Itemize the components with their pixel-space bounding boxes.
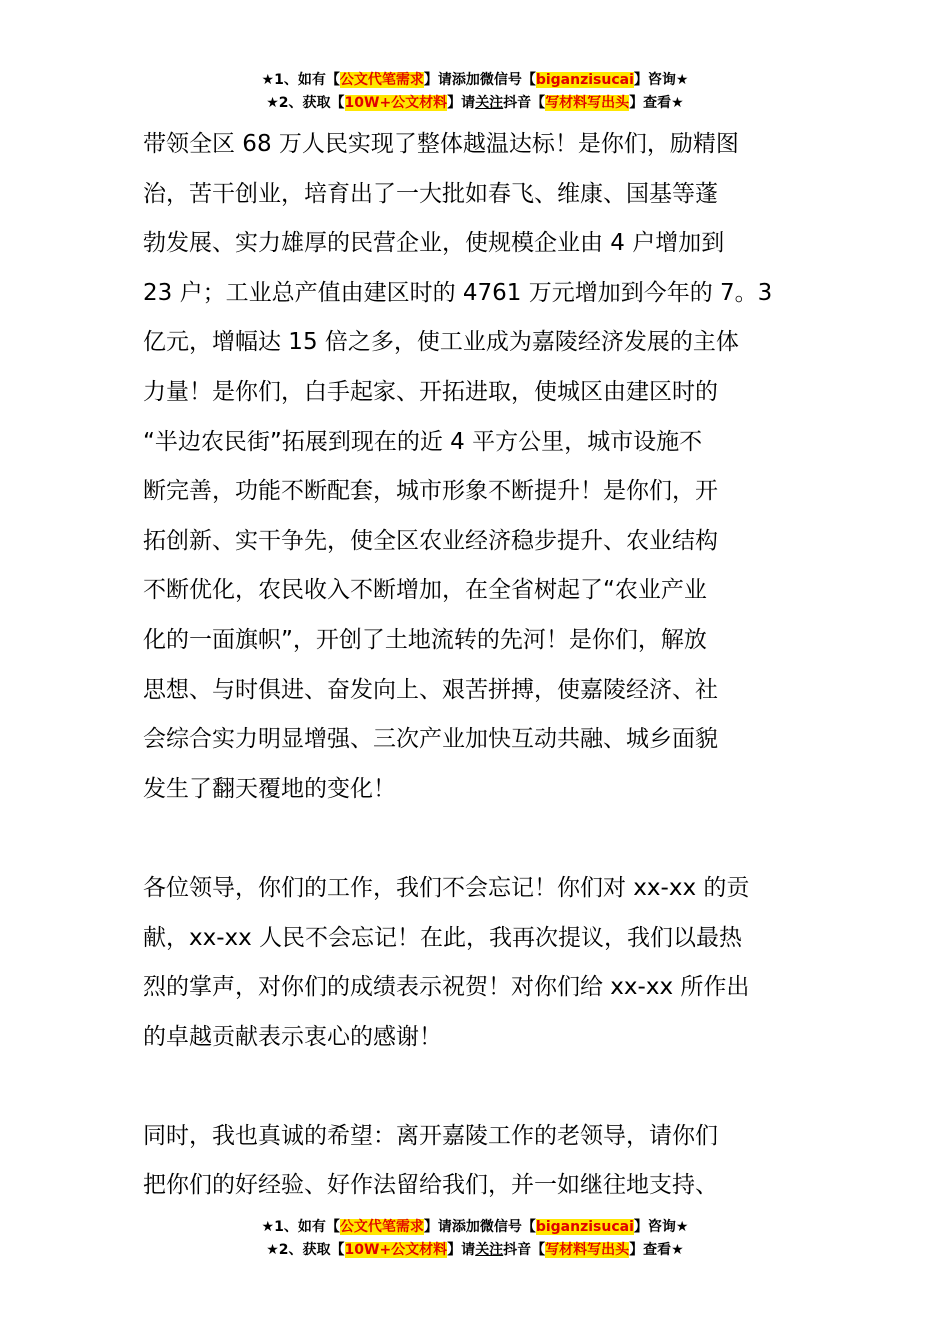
- text-line: 发生了翻天覆地的变化！: [143, 775, 396, 802]
- banner-text: ★1、如有【: [261, 72, 340, 88]
- banner-text: 】查看★: [629, 1242, 684, 1258]
- paragraph-1: [143, 120, 813, 814]
- text-line: 烈的掌声，对你们的成绩表示祝贺！对你们给 xx-xx 所作出: [143, 974, 750, 1001]
- banner-underline: 关注: [475, 95, 504, 111]
- banner-highlight-wechat-id: biganzisucai: [535, 1219, 634, 1235]
- banner-text: 抖音【: [503, 95, 546, 111]
- text-line: 化的一面旗帜”，开创了土地流转的先河！是你们，解放: [143, 626, 707, 653]
- paragraph-2: [143, 864, 813, 1062]
- banner-text: 】请添加微信号【: [423, 72, 536, 88]
- text-line: 各位领导，你们的工作，我们不会忘记！你们对 xx-xx 的贡: [143, 874, 750, 901]
- text-line: 不断优化，农民收入不断增加，在全省树起了“农业产业: [143, 577, 707, 604]
- banner-highlight-douyin: 写材料写出头: [545, 1242, 630, 1258]
- banner-text: ★1、如有【: [261, 1219, 340, 1235]
- text-line: 的卓越贡献表示衷心的感谢！: [143, 1023, 442, 1050]
- banner-highlight: 10W+公文材料: [344, 95, 448, 111]
- text-line: 治，苦干创业，培育出了一大批如春飞、维康、国基等蓬: [143, 180, 718, 207]
- paragraph-gap: [143, 814, 813, 864]
- banner-text: 】请: [447, 95, 476, 111]
- text-line: 思想、与时俱进、奋发向上、艰苦拼搏，使嘉陵经济、社: [143, 676, 718, 703]
- banner-text: 抖音【: [503, 1242, 546, 1258]
- text-line: 23 户；工业总产值由建区时的 4761 万元增加到今年的 7。3: [143, 279, 773, 306]
- banner-highlight: 公文代笔需求: [339, 1219, 424, 1235]
- banner-text: ★2、获取【: [266, 95, 345, 111]
- banner-line-2: [0, 92, 950, 115]
- text-line: 会综合实力明显增强、三次产业加快互动共融、城乡面貌: [143, 726, 718, 753]
- header-banner: [0, 69, 950, 115]
- banner-line-2: [0, 1239, 950, 1262]
- text-line: 带领全区 68 万人民实现了整体越温达标！是你们，励精图: [143, 131, 739, 157]
- banner-underline: 关注: [475, 1242, 504, 1258]
- text-line: 断完善，功能不断配套，城市形象不断提升！是你们，开: [143, 478, 718, 505]
- paragraph-gap: [143, 1062, 813, 1112]
- banner-line-1: [0, 69, 950, 92]
- banner-highlight: 公文代笔需求: [339, 72, 424, 88]
- text-line: 献，xx-xx 人民不会忘记！在此，我再次提议，我们以最热: [143, 924, 743, 951]
- text-line: 勃发展、实力雄厚的民营企业，使规模企业由 4 户增加到: [143, 230, 725, 257]
- banner-text: 】咨询★: [633, 1219, 689, 1235]
- banner-line-1: [0, 1216, 950, 1239]
- footer-banner: [0, 1216, 950, 1262]
- banner-highlight-wechat-id: biganzisucai: [535, 72, 634, 88]
- document-body: [143, 120, 813, 1211]
- text-line: 同时，我也真诚的希望：离开嘉陵工作的老领导，请你们: [143, 1122, 718, 1149]
- banner-highlight: 10W+公文材料: [344, 1242, 448, 1258]
- banner-text: 】请添加微信号【: [423, 1219, 536, 1235]
- text-line: 亿元，增幅达 15 倍之多，使工业成为嘉陵经济发展的主体: [143, 329, 739, 356]
- paragraph-3: [143, 1112, 813, 1211]
- banner-highlight-douyin: 写材料写出头: [545, 95, 630, 111]
- text-line: 拓创新、实干争先，使全区农业经济稳步提升、农业结构: [143, 527, 718, 554]
- text-line: “半边农民街”拓展到现在的近 4 平方公里，城市设施不: [143, 428, 703, 455]
- banner-text: 】请: [447, 1242, 476, 1258]
- text-line: 把你们的好经验、好作法留给我们，并一如继往地支持、: [143, 1172, 718, 1199]
- text-line: 力量！是你们，白手起家、开拓进取，使城区由建区时的: [143, 378, 718, 405]
- banner-text: 】咨询★: [633, 72, 689, 88]
- banner-text: 】查看★: [629, 95, 684, 111]
- banner-text: ★2、获取【: [266, 1242, 345, 1258]
